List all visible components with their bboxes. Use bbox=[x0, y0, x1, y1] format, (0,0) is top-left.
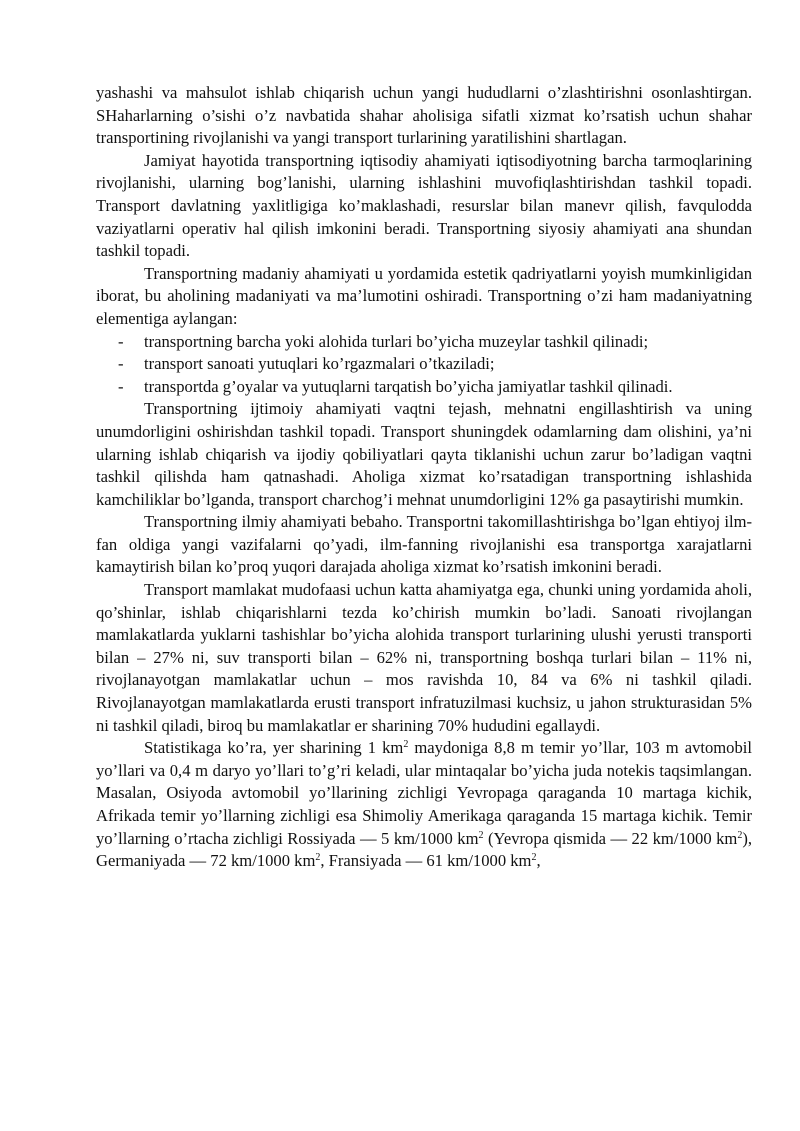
paragraph-2: Jamiyat hayotida transportning iqtisodiy ahamiyati iqtisodiyotning barcha tarmoqlarining rivojlanishi, ularning bog’lanishi, ularning ishlashini muvofiqlashtirishdan tashkil topadi. Transport davlatning yaxlitligiga ko’maklashadi, resurslar bilan manevr qilish, favqulodda vaziyatlarni operativ hal qilish imkonini beradi. Transportning siyosiy ahamiyati ana shundan tashkil topadi. bbox=[96, 150, 752, 261]
paragraph-6: Transport mamlakat mudofaasi uchun katta ahamiyatga ega, chunki uning yordamida aholi, qo’shinlar, ishlab chiqarishlarni tezda ko’chirish mumkin bo’ladi. Sanoati rivojlangan mamlakatlarda yuklarni tashishlar bo’yicha alohida transport turlarining ulushi yerusti transporti bilan – 27% ni, suv transporti bilan – 62% ni, transportning boshqa turlari bilan – 11% ni, rivojlanayotgan mamlakatlar uchun – mos ravishda 10, 84 va 6% ni tashkil qiladi. Rivojlanayotgan mamlakatlarda erusti transport infratuzilmasi kuchsiz, u jahon strukturasidan 5% ni tashkil qiladi, biroq bu mamlakatlar er sharining 70% hududini egallaydi. bbox=[96, 580, 752, 735]
paragraph-1: yashashi va mahsulot ishlab chiqarish uchun yangi hududlarni o’zlashtirishni osonlashtirgan. SHaharlarning o’sishi o’z navbatida shahar aholisiga sifatli xizmat ko’rsatish uchun shahar transportining rivojlanishi va yangi transport turlarining yaratilishini shartlagan. bbox=[96, 83, 752, 148]
document-page bbox=[96, 82, 752, 873]
list-item-text: transportning barcha yoki alohida turlari bo’yicha muzeylar tashkil qilinadi; bbox=[144, 331, 649, 351]
text-run: ), Germaniyada — 72 km/1000 km bbox=[96, 828, 753, 871]
list-marker: - bbox=[118, 376, 124, 396]
list-item bbox=[96, 376, 752, 399]
list-item bbox=[96, 331, 752, 354]
paragraph-7 bbox=[96, 737, 752, 873]
text-run: , bbox=[536, 851, 541, 871]
superscript: 2 bbox=[737, 829, 743, 841]
text-run: maydoniga 8,8 m temir yo’llar, 103 m avtomobil yo’llari va 0,4 m daryo yo’llari to’g’ri keladi, ular mintaqalar bo’yicha juda notekis taqsimlangan. Masalan, Osiyoda avtomobil yo’llarining zichligi Yevropaga qaraganda 10 martaga kichik, Afrikada temir yo’llarning zichligi esa Shimoliy Amerikaga qaraganda 15 martaga kichik. Temir yo’llarning o’rtacha zichligi Rossiyada — 5 km/1000 km bbox=[96, 738, 752, 848]
list-item bbox=[96, 353, 752, 376]
list-item-text: transportda g’oyalar va yutuqlarni tarqatish bo’yicha jamiyatlar tashkil qilinadi. bbox=[144, 376, 673, 396]
text-run: Statistikaga ko’ra, yer sharining 1 km bbox=[144, 738, 404, 758]
list-item-text: transport sanoati yutuqlari ko’rgazmalari o’tkaziladi; bbox=[144, 354, 495, 374]
text-run: , Fransiyada — 61 km/1000 km bbox=[320, 851, 532, 871]
paragraph-4: Transportning ijtimoiy ahamiyati vaqtni tejash, mehnatni engillashtirish va uning unumdorligini oshirishdan tashkil topadi. Transport shuningdek odamlarning dam olishini, ya’ni ularning ishlab chiqarish va ijodiy qobiliyatlari qayta tiklanishi uchun zarur bo’ladigan vaqtni tashkil qilishda ham qatnashadi. Aholiga xizmat ko’rsatadigan transportning ishlashida kamchiliklar bo’lganda, transport charchog’i mehnat unumdorligini 12% ga pasaytirishi mumkin. bbox=[96, 399, 752, 509]
superscript: 2 bbox=[531, 852, 537, 864]
paragraph-3: Transportning madaniy ahamiyati u yordamida estetik qadriyatlarni yoyish mumkinligidan iborat, bu aholining madaniyati va ma’lumotini oshiradi. Transportning o’zi ham madaniyatning elementiga aylangan: bbox=[96, 263, 752, 328]
superscript: 2 bbox=[478, 829, 484, 841]
list-marker: - bbox=[118, 331, 124, 351]
superscript: 2 bbox=[315, 852, 321, 864]
superscript: 2 bbox=[403, 739, 409, 751]
list-marker: - bbox=[118, 354, 124, 374]
text-run: (Yevropa qismida — 22 km/1000 km bbox=[483, 828, 738, 848]
paragraph-5: Transportning ilmiy ahamiyati bebaho. Transportni takomillashtirishga bo’lgan ehtiyoj ilm-fan oldiga yangi vazifalarni qo’yadi, ilm-fanning rivojlanishi esa transportga xarajatlarni kamaytirish bilan ko’proq yuqori darajada aholiga xizmat ko’rsatish imkonini beradi. bbox=[96, 512, 752, 577]
bullet-list bbox=[96, 331, 752, 399]
